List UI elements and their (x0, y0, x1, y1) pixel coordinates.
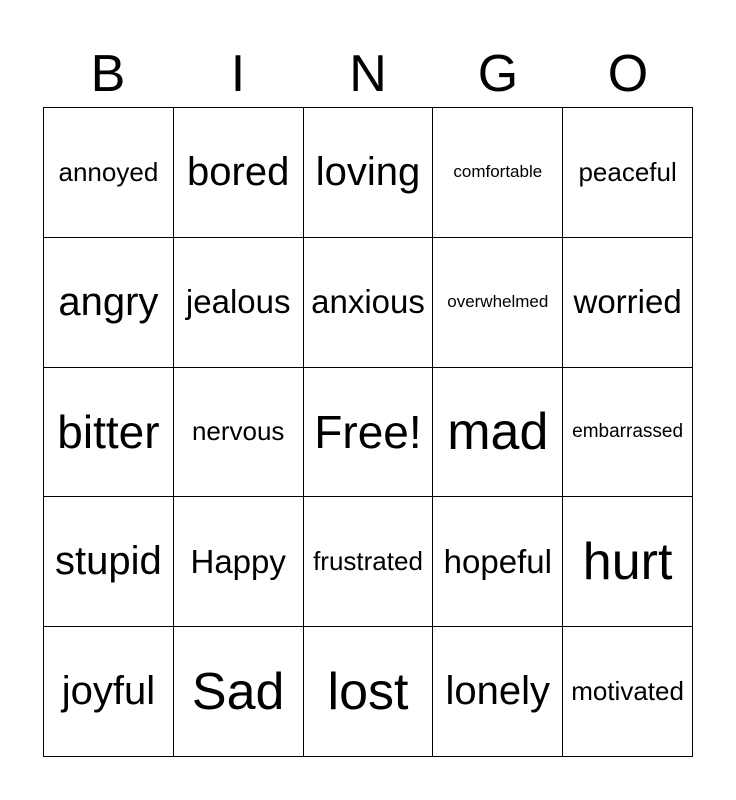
bingo-cell[interactable]: motivated (563, 627, 693, 757)
bingo-cell[interactable]: hopeful (433, 497, 563, 627)
bingo-cell[interactable]: Happy (174, 497, 304, 627)
bingo-cell[interactable]: loving (304, 108, 434, 238)
bingo-cell[interactable]: nervous (174, 368, 304, 498)
bingo-cell[interactable]: hurt (563, 497, 693, 627)
bingo-cell[interactable]: stupid (44, 497, 174, 627)
header-letter-i: I (230, 45, 246, 103)
bingo-cell[interactable]: overwhelmed (433, 238, 563, 368)
bingo-cell[interactable]: comfortable (433, 108, 563, 238)
bingo-cell[interactable]: mad (433, 368, 563, 498)
bingo-header (43, 40, 693, 108)
bingo-cell[interactable]: anxious (304, 238, 434, 368)
free-space-cell[interactable]: Free! (304, 368, 434, 498)
bingo-board (43, 107, 693, 757)
bingo-cell[interactable]: annoyed (44, 108, 174, 238)
header-letter-b: B (90, 45, 126, 103)
bingo-cell[interactable]: joyful (44, 627, 174, 757)
bingo-cell[interactable]: bored (174, 108, 304, 238)
bingo-cell[interactable]: bitter (44, 368, 174, 498)
bingo-cell[interactable]: embarrassed (563, 368, 693, 498)
bingo-cell[interactable]: angry (44, 238, 174, 368)
bingo-cell[interactable]: peaceful (563, 108, 693, 238)
bingo-cell[interactable]: Sad (174, 627, 304, 757)
bingo-cell[interactable]: frustrated (304, 497, 434, 627)
header-letter-o: O (607, 45, 649, 103)
bingo-cell[interactable]: lost (304, 627, 434, 757)
bingo-cell[interactable]: jealous (174, 238, 304, 368)
header-letter-g: G (477, 45, 519, 103)
header-letter-n: N (349, 45, 387, 103)
bingo-cell[interactable]: worried (563, 238, 693, 368)
bingo-cell[interactable]: lonely (433, 627, 563, 757)
